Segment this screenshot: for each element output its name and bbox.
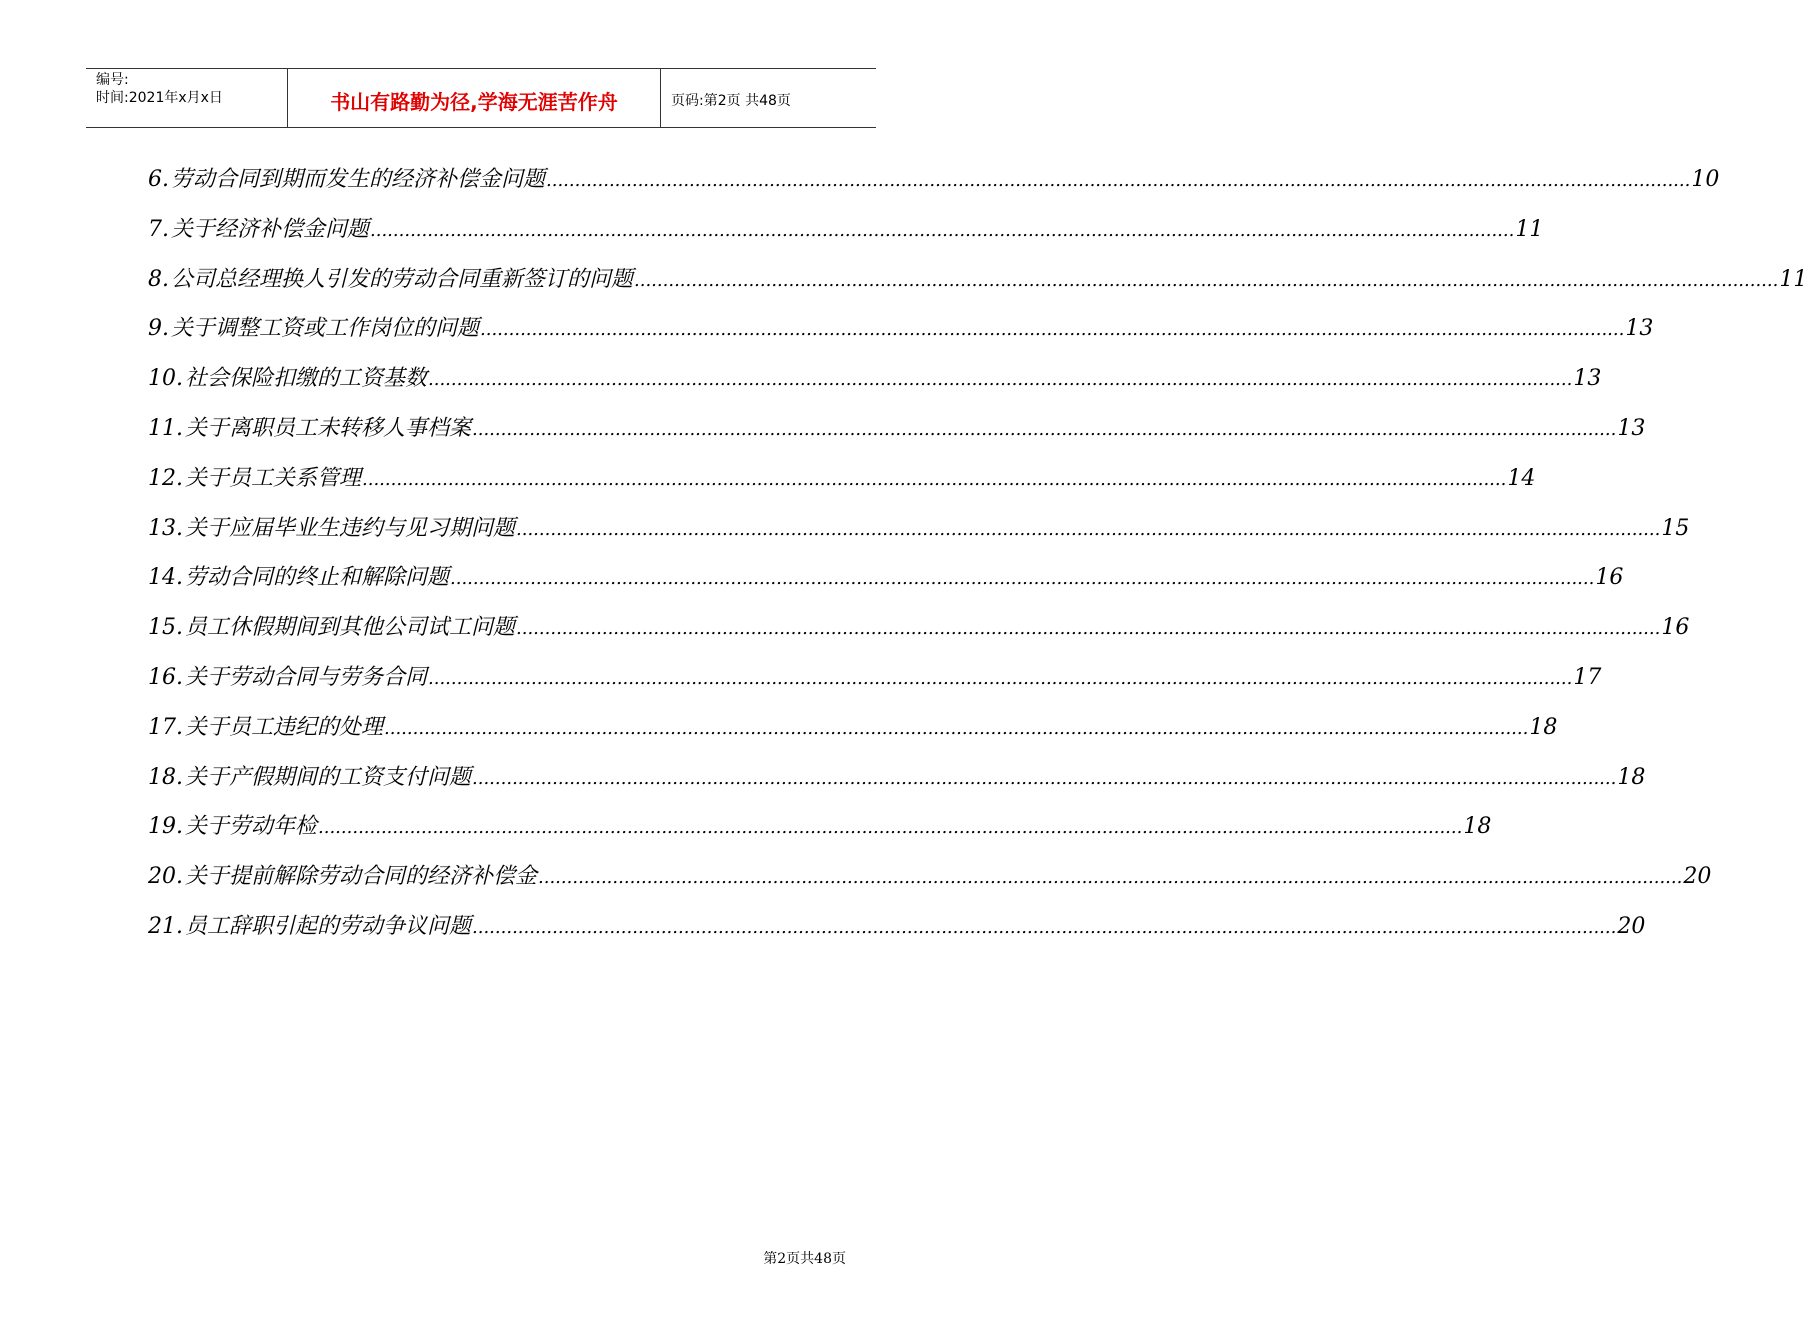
toc-entry[interactable] [148, 311, 1654, 361]
toc-leader-dots: ........................................................................................................................................................................................................ [472, 767, 1617, 789]
toc-leader-dots: ........................................................................................................................................................................................................ [384, 717, 1529, 739]
toc-entry[interactable] [148, 560, 1624, 610]
toc-entry-page: 13 [1573, 366, 1602, 392]
toc-leader-dots: ........................................................................................................................................................................................................ [480, 319, 1625, 341]
toc-entry[interactable] [148, 660, 1602, 710]
toc-entry-number: 16. [148, 664, 183, 690]
toc-entry[interactable] [148, 461, 1536, 511]
toc-leader-dots: ........................................................................................................................................................................................................ [428, 667, 1573, 689]
toc-entry[interactable] [148, 262, 1807, 312]
toc-entry-title: 关于产假期间的工资支付问题 [185, 764, 472, 790]
toc-entry-title: 关于应届毕业生违约与见习期问题 [185, 515, 516, 541]
toc-entry-number: 17. [148, 714, 183, 740]
toc-leader-dots: ........................................................................................................................................................................................................ [546, 170, 1691, 191]
toc-entry-number: 13. [148, 515, 183, 541]
toc-entry-page: 18 [1463, 814, 1492, 840]
toc-entry-number: 10. [148, 366, 183, 392]
toc-entry-number: 8. [148, 266, 169, 292]
toc-entry-number: 9. [148, 316, 169, 342]
toc-entry-title: 社会保险扣缴的工资基数 [185, 366, 428, 392]
toc-entry-number: 21. [148, 913, 183, 939]
toc-entry-number: 18. [148, 764, 183, 790]
toc-entry-number: 12. [148, 465, 183, 491]
table-of-contents [148, 162, 1807, 959]
header-meta [86, 69, 288, 127]
toc-entry[interactable] [148, 859, 1712, 909]
toc-leader-dots: ........................................................................................................................................................................................................ [516, 618, 1661, 640]
toc-entry[interactable] [148, 162, 1720, 212]
toc-leader-dots: ........................................................................................................................................................................................................ [538, 867, 1683, 889]
toc-entry-title: 关于经济补偿金问题 [171, 216, 370, 242]
toc-entry-page: 15 [1661, 515, 1690, 541]
toc-leader-dots: ........................................................................................................................................................................................................ [370, 219, 1515, 241]
toc-entry[interactable] [148, 361, 1602, 411]
header-motto: 书山有路勤为径,学海无涯苦作舟 [288, 69, 661, 127]
toc-entry-title: 劳动合同到期而发生的经济补偿金问题 [171, 167, 546, 192]
toc-entry-title: 劳动合同的终止和解除问题 [185, 565, 450, 591]
toc-leader-dots: ........................................................................................................................................................................................................ [516, 518, 1661, 540]
toc-entry[interactable] [148, 610, 1690, 660]
toc-entry[interactable] [148, 809, 1492, 859]
toc-entry-page: 11 [1779, 266, 1807, 292]
toc-leader-dots: ........................................................................................................................................................................................................ [362, 468, 1507, 490]
toc-leader-dots: ........................................................................................................................................................................................................ [472, 418, 1617, 440]
toc-entry-number: 6. [148, 167, 169, 192]
toc-entry[interactable] [148, 212, 1544, 262]
toc-entry-number: 11. [148, 415, 183, 441]
toc-entry-title: 关于离职员工未转移人事档案 [185, 415, 472, 441]
toc-entry-title: 员工休假期间到其他公司试工问题 [185, 615, 516, 641]
toc-entry[interactable] [148, 511, 1690, 561]
toc-entry-number: 19. [148, 814, 183, 840]
toc-entry-page: 16 [1595, 565, 1624, 591]
toc-entry-title: 关于员工违纪的处理 [185, 714, 384, 740]
toc-entry-page: 18 [1617, 764, 1646, 790]
toc-entry-number: 20. [148, 864, 183, 890]
toc-entry-title: 公司总经理换人引发的劳动合同重新签订的问题 [171, 266, 634, 292]
document-time: 时间:2021年x月x日 [96, 90, 223, 106]
toc-entry-title: 关于调整工资或工作岗位的问题 [171, 316, 480, 342]
toc-entry-title: 关于劳动年检 [185, 814, 318, 840]
toc-entry-page: 17 [1573, 664, 1602, 690]
toc-entry[interactable] [148, 411, 1646, 461]
toc-entry[interactable] [148, 760, 1646, 810]
toc-entry-number: 14. [148, 565, 183, 591]
toc-entry-number: 7. [148, 216, 169, 242]
toc-entry-page: 11 [1515, 216, 1544, 242]
toc-entry-title: 关于提前解除劳动合同的经济补偿金 [185, 864, 538, 890]
toc-entry-page: 14 [1507, 465, 1536, 491]
toc-entry-page: 16 [1661, 615, 1690, 641]
header-page-info: 页码:第2页 共48页 [671, 93, 791, 109]
toc-leader-dots: ........................................................................................................................................................................................................ [472, 916, 1617, 938]
toc-entry-page: 20 [1617, 913, 1646, 939]
toc-leader-dots: ........................................................................................................................................................................................................ [318, 817, 1463, 839]
toc-entry-page: 10 [1691, 167, 1720, 192]
toc-entry-title: 关于员工关系管理 [185, 465, 362, 491]
toc-entry[interactable] [148, 909, 1646, 959]
toc-entry-title: 员工辞职引起的劳动争议问题 [185, 913, 472, 939]
toc-entry-page: 20 [1683, 864, 1712, 890]
toc-entry-page: 18 [1529, 714, 1558, 740]
toc-entry[interactable] [148, 710, 1558, 760]
page-footer-number: 第2页共48页 [763, 1251, 846, 1267]
toc-leader-dots: ........................................................................................................................................................................................................ [428, 369, 1573, 391]
toc-entry-title: 关于劳动合同与劳务合同 [185, 664, 428, 690]
document-number-label: 编号: [96, 72, 129, 88]
toc-entry-number: 15. [148, 615, 183, 641]
page-header [86, 68, 876, 128]
toc-entry-page: 13 [1617, 415, 1646, 441]
toc-leader-dots: ........................................................................................................................................................................................................ [450, 568, 1595, 590]
toc-entry-page: 13 [1625, 316, 1654, 342]
toc-leader-dots: ........................................................................................................................................................................................................ [634, 269, 1779, 291]
